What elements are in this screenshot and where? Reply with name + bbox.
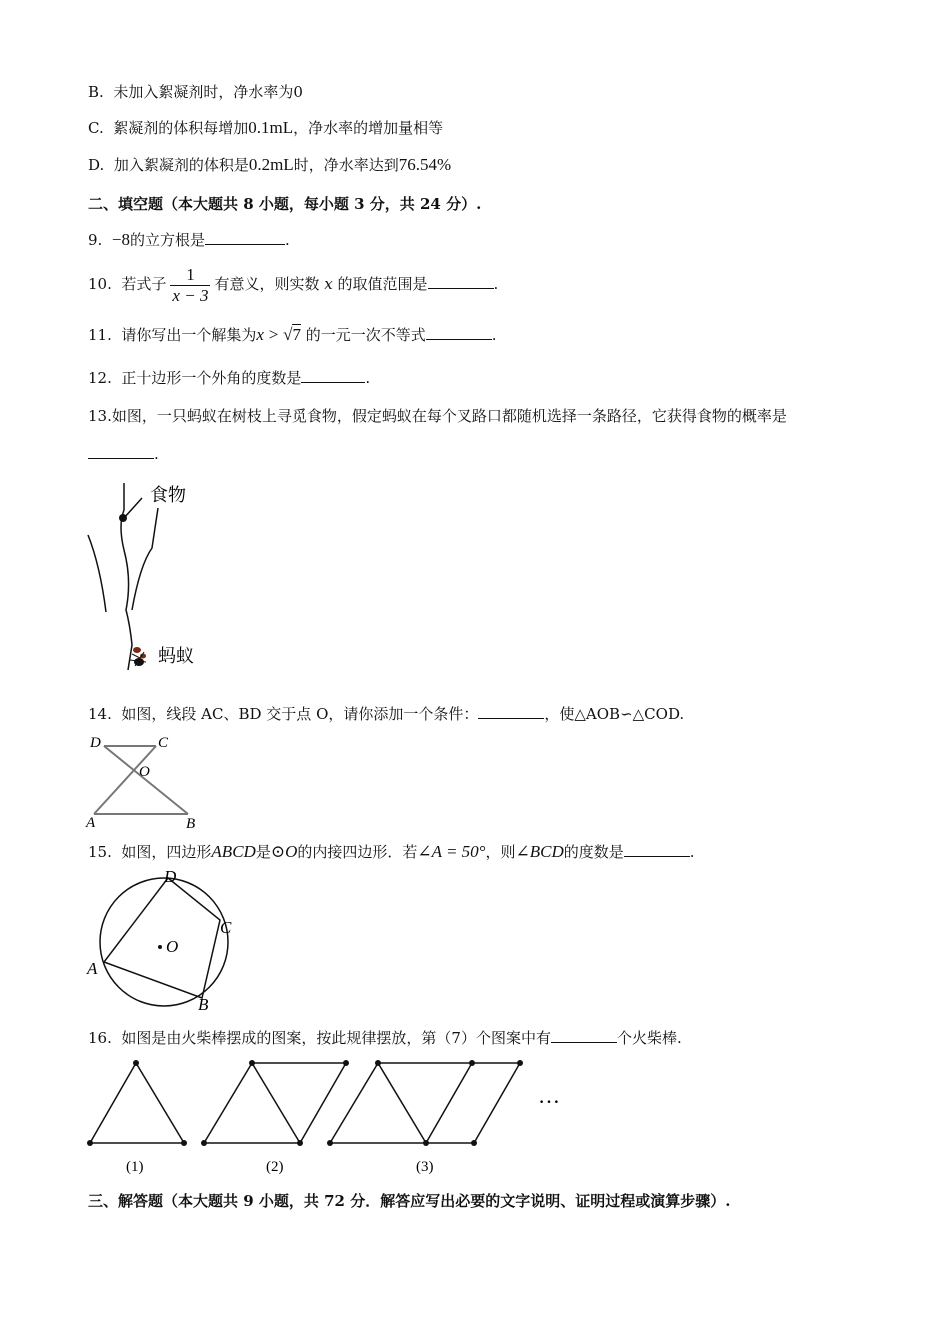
label-d: D <box>90 735 101 751</box>
answer-blank[interactable] <box>428 274 494 289</box>
pattern-3 <box>330 1063 520 1143</box>
question-9 <box>88 230 290 250</box>
figure-matchsticks <box>84 1055 584 1180</box>
quad-abcd: ABCD <box>211 842 256 861</box>
label-o: O <box>166 937 179 956</box>
option-letter: C. <box>88 119 104 137</box>
option-text-pre: 絮凝剂的体积每增加 <box>113 119 249 137</box>
label-c: C <box>220 918 232 937</box>
question-text-post: ，使△AOB∽△COD. <box>544 705 685 723</box>
label-c: C <box>158 735 169 751</box>
circle-o: ⊙O <box>270 842 298 861</box>
option-b <box>88 82 303 102</box>
question-text-pre: 如图，线段 AC、BD 交于点 O，请你添加一个条件： <box>121 705 479 723</box>
ellipsis: … <box>538 1083 560 1108</box>
label-a: A <box>87 959 98 978</box>
pattern-2 <box>204 1063 346 1143</box>
question-text-mid: 的内接四边形．若 <box>297 843 418 861</box>
label-d: D <box>164 867 177 886</box>
section-heading-fill-in: 二、填空题（本大题共 8 小题，每小题 3 分，共 24 分）. <box>88 195 482 213</box>
question-12 <box>88 368 370 388</box>
math-volume: 0.1mL <box>248 118 294 137</box>
question-text-post: 的取值范围是 <box>337 275 428 293</box>
math-volume: 0.2mL <box>248 155 294 174</box>
answer-blank[interactable] <box>88 444 154 459</box>
question-text-post: 的一元一次不等式 <box>305 326 426 344</box>
question-number: 9. <box>88 231 103 249</box>
option-c <box>88 118 443 138</box>
question-text-post: 的度数是 <box>563 843 624 861</box>
sqrt-symbol: √ <box>283 325 293 344</box>
option-text: 未加入絮凝剂时，净水率为0 <box>113 83 303 101</box>
question-text-mid: ，则 <box>485 843 516 861</box>
answer-blank[interactable] <box>478 704 544 719</box>
ant-icon <box>130 647 146 666</box>
question-13 <box>88 406 787 426</box>
period: . <box>491 326 497 344</box>
math-operator: > <box>268 325 279 344</box>
option-text-mid: 时，净水率达到 <box>293 156 399 174</box>
question-11 <box>88 325 497 345</box>
fraction-numerator: 1 <box>170 265 210 286</box>
period: . <box>365 369 371 387</box>
question-text: 正十边形一个外角的度数是 <box>121 369 302 387</box>
period: . <box>493 275 499 293</box>
food-dot <box>119 514 127 522</box>
question-text-pre: 请你写出一个解集为 <box>121 326 257 344</box>
quadrilateral <box>104 878 220 998</box>
variable-x: x <box>324 275 333 293</box>
answer-blank[interactable] <box>551 1028 617 1043</box>
option-letter: D. <box>88 156 105 174</box>
answer-blank[interactable] <box>205 230 285 245</box>
question-text: 的立方根是 <box>129 231 205 249</box>
label-a: A <box>86 815 96 831</box>
question-number: 16. <box>88 1029 112 1047</box>
option-letter: B. <box>88 83 104 101</box>
label-food: 食物 <box>150 485 186 505</box>
answer-blank[interactable] <box>301 368 365 383</box>
math-expression: −8 <box>111 230 130 249</box>
angle-a: ∠A = 50° <box>417 842 486 861</box>
pattern-label-3: (3) <box>416 1159 434 1175</box>
answer-blank[interactable] <box>624 842 690 857</box>
question-text-pre: 如图是由火柴棒摆成的图案，按此规律摆放，第（7）个图案中有 <box>121 1029 551 1047</box>
pattern-label-1: (1) <box>126 1159 144 1175</box>
question-text-mid: 是 <box>255 843 271 861</box>
label-o: O <box>139 764 150 780</box>
question-number: 12. <box>88 369 112 387</box>
question-15 <box>88 842 695 862</box>
section-heading-solutions: 三、解答题（本大题共 9 小题，共 72 分．解答应写出必要的文字说明、证明过程或演算步骤）. <box>88 1192 731 1210</box>
period: . <box>284 231 290 249</box>
center-dot <box>158 945 162 949</box>
angle-bcd: ∠BCD <box>515 842 564 861</box>
food-pointer <box>124 498 142 518</box>
label-ant: 蚂蚁 <box>158 646 194 666</box>
answer-blank[interactable] <box>426 325 492 340</box>
tree-branch-right <box>132 508 158 610</box>
period: . <box>154 445 159 463</box>
question-number: 10. <box>88 275 112 293</box>
question-16 <box>88 1028 682 1048</box>
question-text-pre: 如图，四边形 <box>121 843 212 861</box>
label-b: B <box>186 816 196 832</box>
question-text-mid: 有意义，则实数 <box>214 275 320 293</box>
question-number: 14. <box>88 705 112 723</box>
question-text: 如图，一只蚂蚁在树枝上寻觅食物，假定蚂蚁在每个叉路口都随机选择一条路径，它获得食物的概率是 <box>111 407 787 425</box>
pattern-label-2: (2) <box>266 1159 284 1175</box>
math-percent: 76.54% <box>398 155 452 174</box>
pattern-1 <box>90 1063 184 1143</box>
question-10 <box>88 264 498 306</box>
tree-branch-left <box>88 535 106 612</box>
question-13-answer <box>88 444 159 464</box>
radicand: 7 <box>292 325 301 344</box>
option-d <box>88 155 451 175</box>
question-14 <box>88 704 684 724</box>
question-text-post: 个火柴棒. <box>616 1029 682 1047</box>
period: . <box>689 843 695 861</box>
question-text-pre: 若式子 <box>121 275 167 293</box>
fraction <box>170 265 210 306</box>
label-b: B <box>198 995 209 1014</box>
question-number: 13. <box>88 407 112 425</box>
figure-tree <box>80 480 220 675</box>
option-text-post: ，净水率的增加量相等 <box>293 119 444 137</box>
figure-circle <box>84 867 244 1015</box>
figure-segments <box>84 732 214 832</box>
question-number: 15. <box>88 843 112 861</box>
fraction-denominator: x − 3 <box>172 285 209 305</box>
question-number: 11. <box>88 326 112 344</box>
variable-x: x <box>256 325 264 344</box>
option-text-pre: 加入絮凝剂的体积是 <box>113 156 249 174</box>
